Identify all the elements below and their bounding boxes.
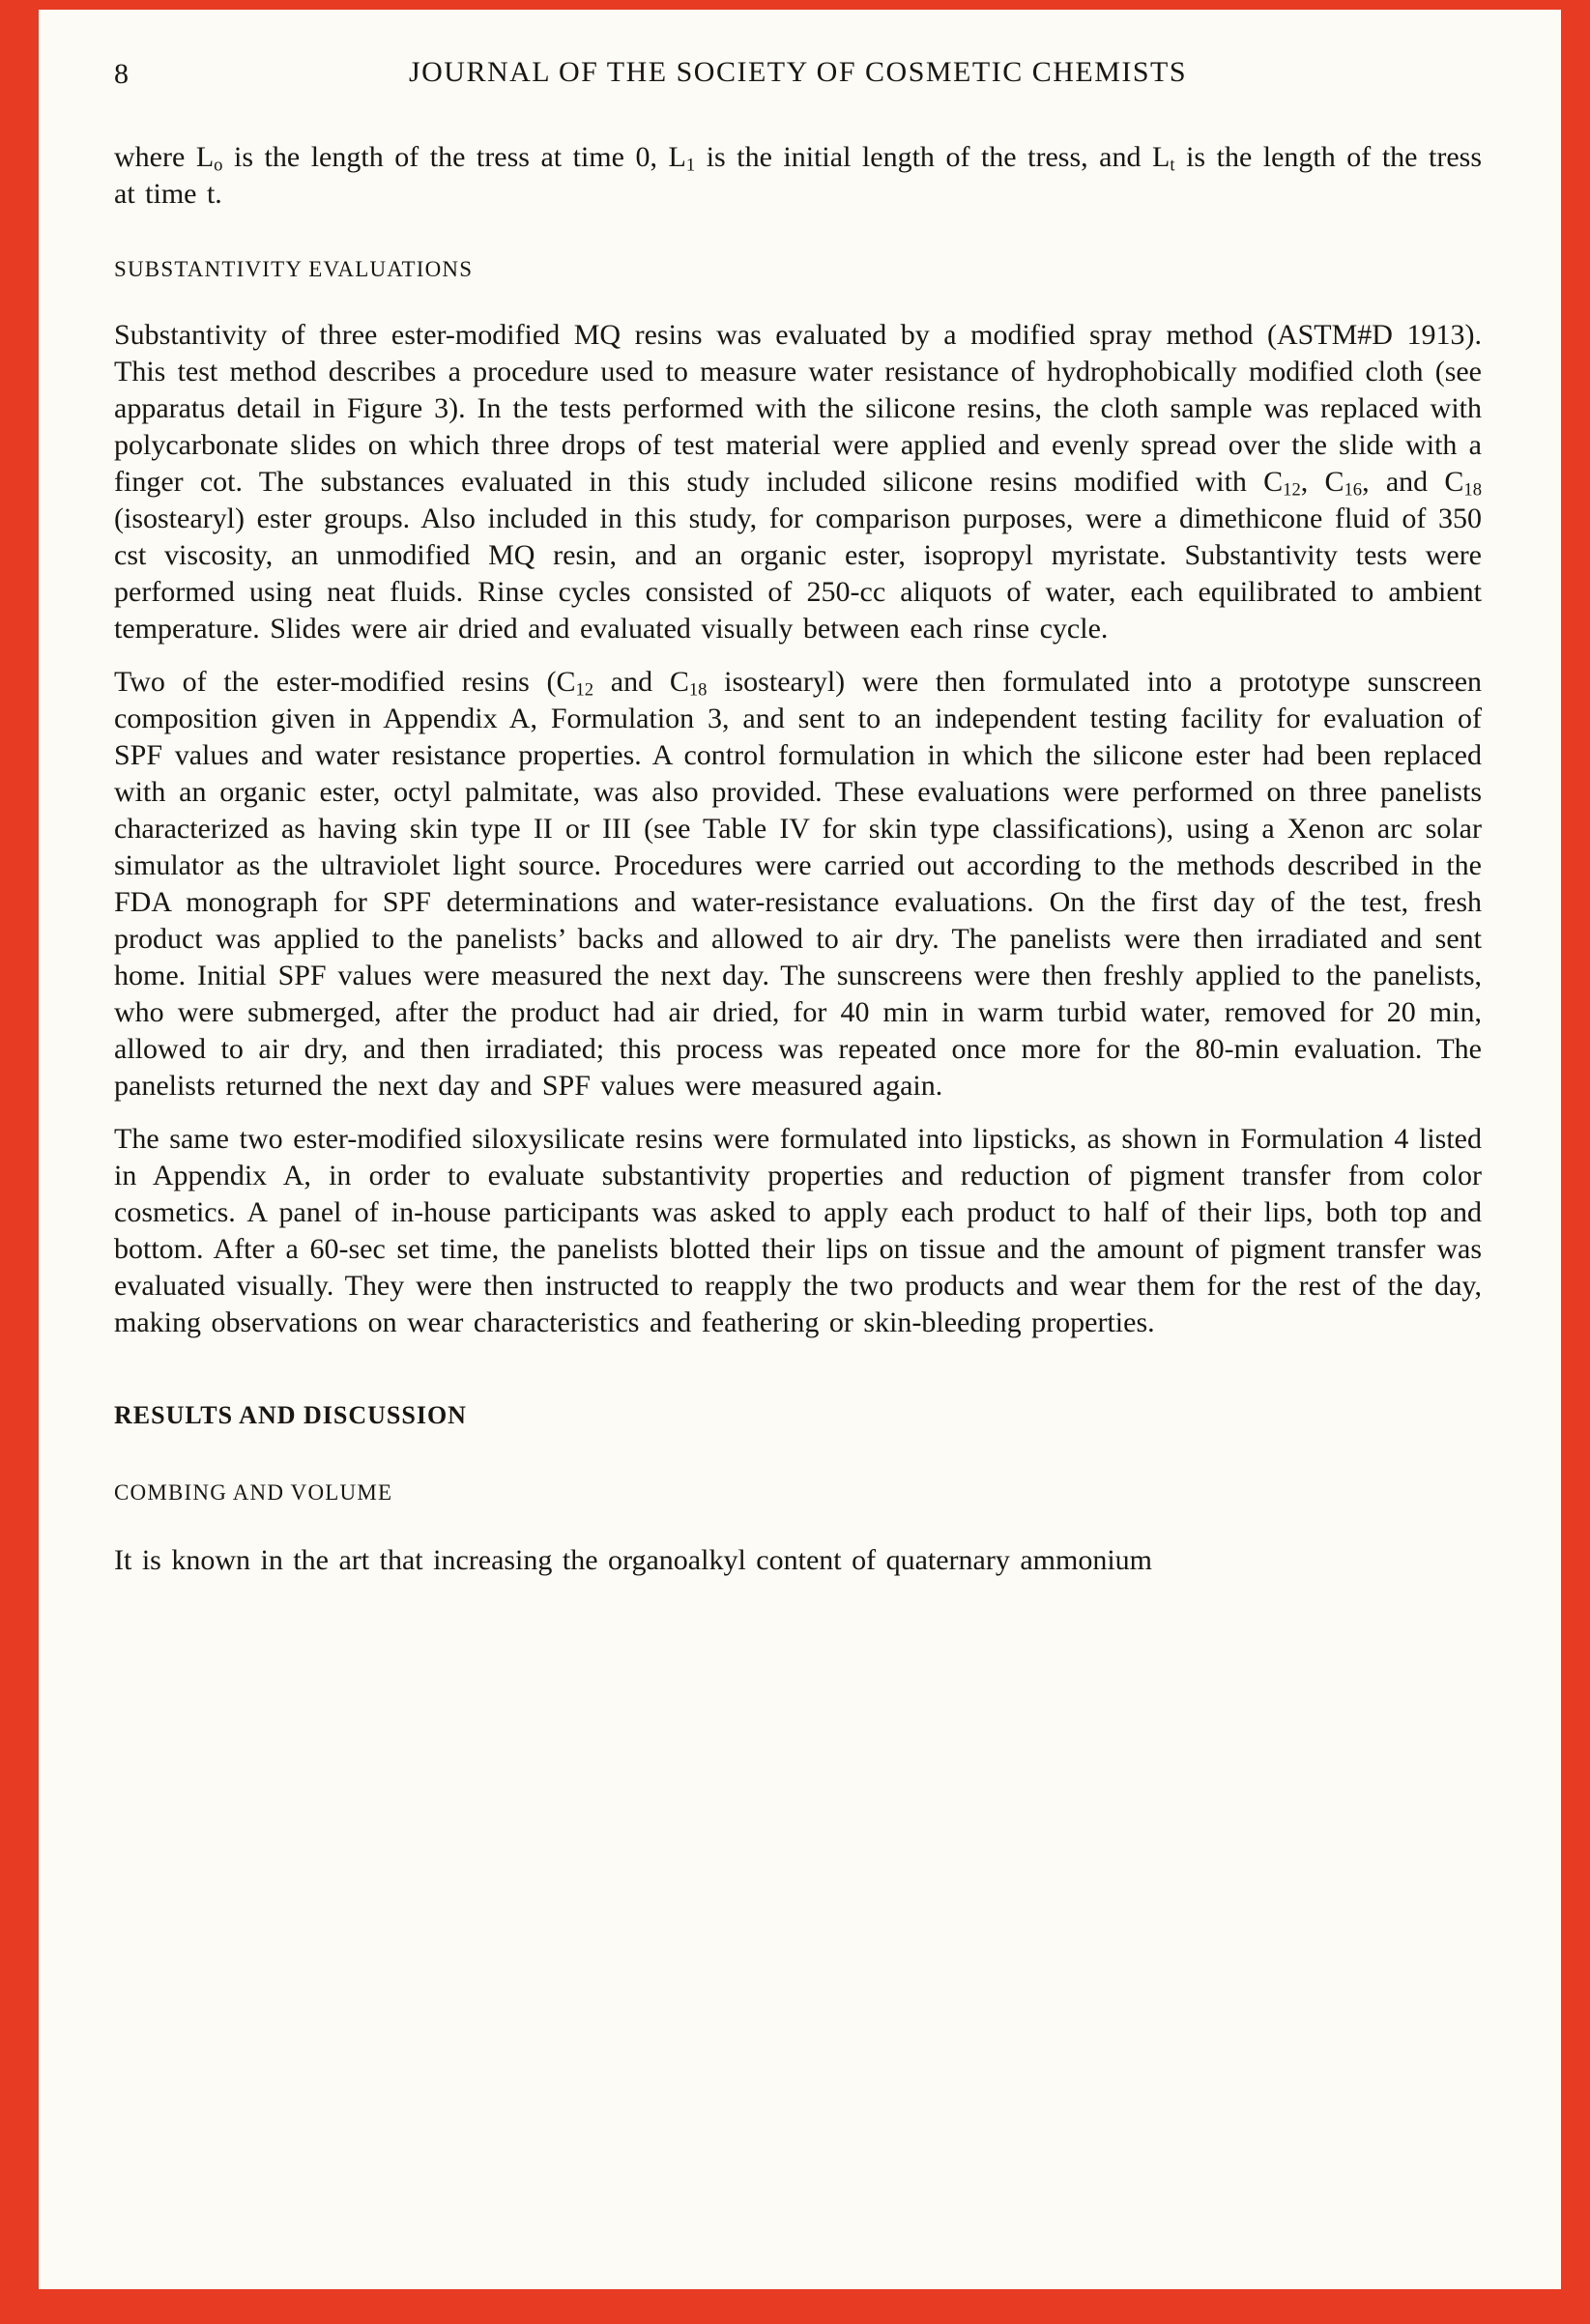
page-edge-bottom <box>0 2289 1590 2324</box>
section-heading-substantivity-evaluations: SUBSTANTIVITY EVALUATIONS <box>114 257 474 281</box>
page-edge-top <box>0 0 1590 10</box>
paragraph-lipstick-substantivity: The same two ester-modified siloxysilicate resins were formulated into lipsticks, as shown in Formulation 4 listed in Appendix A, in order to evaluate substantivity properties and reduction of pigment transfer from color cosmetics. A panel of in-house participants was asked to apply each product to half of their lips, both top and bottom. After a 60-sec set time, the panelists blotted their lips on tissue and the amount of pigment transfer was evaluated visually. They were then instructed to reapply the two products and wear them for the rest of the day, making observations on wear characteristics and feathering or skin-bleeding properties. <box>114 1123 1482 1338</box>
page-edge-right <box>1561 0 1590 2324</box>
page-number: 8 <box>114 58 129 90</box>
paragraph-combing-volume-intro: It is known in the art that increasing the organoalkyl content of quaternary ammonium <box>114 1544 1152 1576</box>
paragraph-substantivity-spray-method: Substantivity of three ester-modified MQ resins was evaluated by a modified spray method (ASTM#D 1913). This test method describes a procedure used to measure water resistance of hydrophobically modified cloth (see apparatus detail in Figure 3). In the tests performed with the silicone resins, the cloth sample was replaced with polycarbonate slides on which three drops of test material were applied and evenly spread over the slide with a finger cot. The substances evaluated in this study included silicone resins modified with $C_{12}$, $C_{16}$, and $C_{18}$ (isostearyl) ester groups. Also included in this study, for comparison purposes, were a dimethicone fluid of 350 cst viscosity, an unmodified MQ resin, and an organic ester, isopropyl myristate. Substantivity tests were performed using neat fluids. Rinse cycles consisted of 250-cc aliquots of water, each equilibrated to ambient temperature. Slides were air dried and evaluated visually between each rinse cycle. <box>114 319 1482 645</box>
paragraph-tress-length-definitions: where $L_o$ is the length of the tress at time 0, $L_1$ is the initial length of the tress, and $L_t$ is the length of the tress at time t. <box>114 141 1482 210</box>
subsection-heading-combing-volume: COMBING AND VOLUME <box>114 1480 393 1505</box>
page-content <box>114 56 1482 1595</box>
paragraph-sunscreen-spf-testing: Two of the ester-modified resins ($C_{12}$ and $C_{18}$ isostearyl) were then formulated into a prototype sunscreen composition given in Appendix A, Formulation 3, and sent to an independent testing facility for evaluation of SPF values and water resistance properties. A control formulation in which the silicone ester had been replaced with an organic ester, octyl palmitate, was also provided. These evaluations were performed on three panelists characterized as having skin type II or III (see Table IV for skin type classifications), using a Xenon arc solar simulator as the ultraviolet light source. Procedures were carried out according to the methods described in the FDA monograph for SPF determinations and water-resistance evaluations. On the first day of the test, fresh product was applied to the panelists’ backs and allowed to air dry. The panelists were then irradiated and sent home. Initial SPF values were measured the next day. The sunscreens were then freshly applied to the panelists, who were submerged, after the product had air dried, for 40 min in warm turbid water, removed for 20 min, allowed to air dry, and then irradiated; this process was repeated once more for the 80-min evaluation. The panelists returned the next day and SPF values were measured again. <box>114 666 1483 1102</box>
section-heading-results-discussion: RESULTS AND DISCUSSION <box>114 1401 467 1429</box>
journal-title: JOURNAL OF THE SOCIETY OF COSMETIC CHEMISTS <box>408 56 1188 88</box>
running-header <box>114 56 1482 97</box>
page-edge-left <box>0 0 39 2324</box>
